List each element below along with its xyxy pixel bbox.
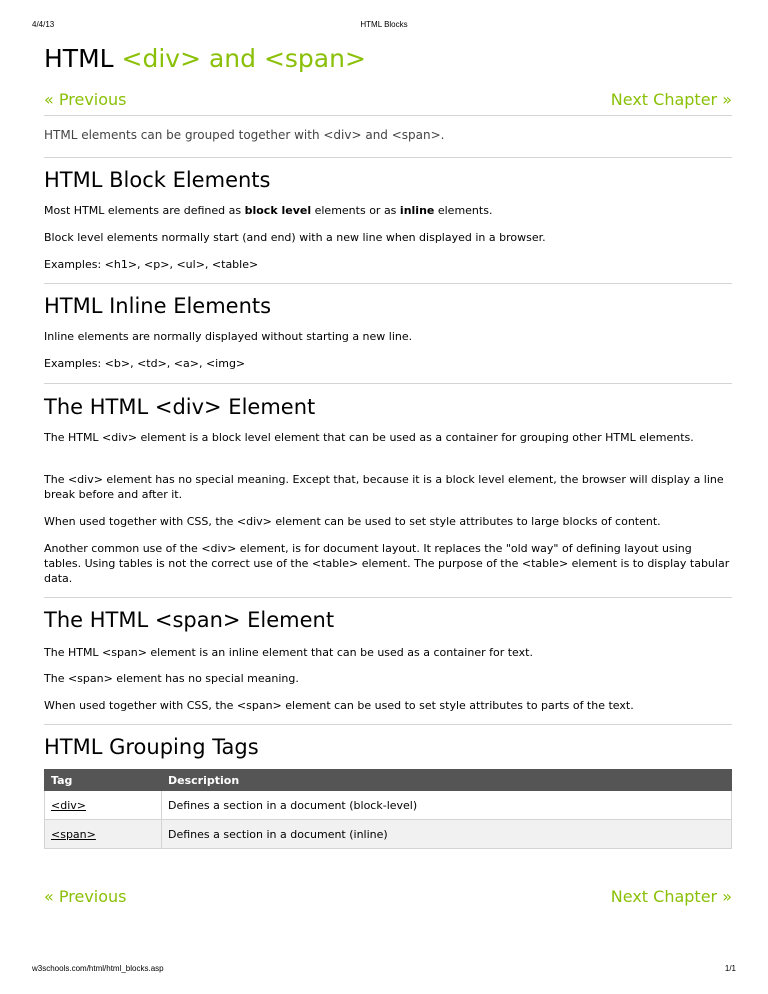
div-paragraph-2: The <div> element has no special meaning. Except that, because it is a block level element, the browser will display a line break before and after it. xyxy=(44,473,724,501)
div-paragraph-3: When used together with CSS, the <div> element can be used to set style attributes to large blocks of content. xyxy=(44,515,661,528)
div-paragraph-4: Another common use of the <div> element, is for document layout. It replaces the "old way" of defining layout using tables. Using tables is not the correct use of the <table> element. The purpose of the <table> element is to display tabular data. xyxy=(44,542,730,585)
print-footer xyxy=(32,964,736,976)
block-paragraph-1: Most HTML elements are defined as block level elements or as inline elements. xyxy=(44,204,493,217)
table-cell-description: Defines a section in a document (block-level) xyxy=(162,791,732,820)
block-examples: Examples: <h1>, <p>, <ul>, <table> xyxy=(44,258,259,271)
section-heading-inline: HTML Inline Elements xyxy=(44,294,272,318)
span-paragraph-1: The HTML <span> element is an inline element that can be used as a container for text. xyxy=(44,646,533,659)
divider xyxy=(44,115,732,116)
table-row xyxy=(45,791,732,820)
print-date: 4/4/13 xyxy=(32,20,55,29)
table-header-tag: Tag xyxy=(45,770,162,791)
section-heading-span: The HTML <span> Element xyxy=(44,608,335,632)
bottom-nav xyxy=(44,886,732,908)
table-header-description: Description xyxy=(162,770,732,791)
divider xyxy=(44,383,732,384)
page-title xyxy=(44,42,732,76)
table-cell-description: Defines a section in a document (inline) xyxy=(162,820,732,849)
grouping-tags-table xyxy=(44,769,732,849)
tag-link-span[interactable]: <span> xyxy=(51,827,96,841)
page-title-prefix: HTML xyxy=(44,44,114,73)
previous-link[interactable]: « Previous xyxy=(44,887,127,906)
page-title-accent: <div> and <span> xyxy=(121,44,366,73)
section-heading-grouping: HTML Grouping Tags xyxy=(44,735,259,759)
next-chapter-link[interactable]: Next Chapter » xyxy=(610,887,732,906)
table-cell-tag xyxy=(45,791,162,820)
divider xyxy=(44,157,732,158)
table-header-row xyxy=(45,770,732,791)
table-row xyxy=(45,820,732,849)
previous-link[interactable]: « Previous xyxy=(44,90,127,109)
tag-link-div[interactable]: <div> xyxy=(51,798,86,812)
divider xyxy=(44,283,732,284)
next-chapter-link[interactable]: Next Chapter » xyxy=(610,90,732,109)
print-header xyxy=(32,20,736,32)
section-heading-block: HTML Block Elements xyxy=(44,168,271,192)
inline-examples: Examples: <b>, <td>, <a>, <img> xyxy=(44,357,246,370)
section-heading-div: The HTML <div> Element xyxy=(44,395,316,419)
print-title: HTML Blocks xyxy=(360,20,408,29)
span-paragraph-3: When used together with CSS, the <span> element can be used to set style attributes to parts of the text. xyxy=(44,699,634,712)
divider xyxy=(44,724,732,725)
table-cell-tag xyxy=(45,820,162,849)
intro-text: HTML elements can be grouped together with <div> and <span>. xyxy=(44,128,445,142)
div-paragraph-1: The HTML <div> element is a block level element that can be used as a container for grouping other HTML elements. xyxy=(44,431,694,444)
block-paragraph-2: Block level elements normally start (and end) with a new line when displayed in a browser. xyxy=(44,231,546,244)
print-url: w3schools.com/html/html_blocks.asp xyxy=(32,964,164,973)
top-nav xyxy=(44,89,732,111)
span-paragraph-2: The <span> element has no special meaning. xyxy=(44,672,299,685)
inline-paragraph-1: Inline elements are normally displayed without starting a new line. xyxy=(44,330,413,343)
divider xyxy=(44,597,732,598)
print-page-number: 1/1 xyxy=(724,964,736,973)
